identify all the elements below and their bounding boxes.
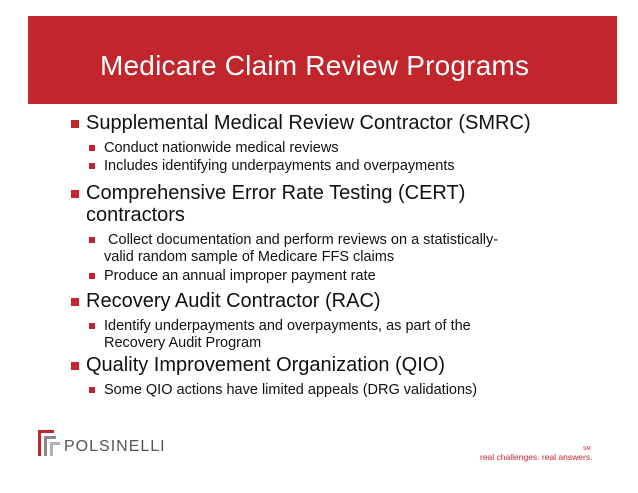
sub-bullet-text: Some QIO actions have limited appeals (DRG validations) — [104, 382, 478, 398]
square-bullet-icon — [89, 237, 95, 243]
sub-bullet-item — [104, 318, 574, 352]
sub-bullet-text-line2: Recovery Audit Program — [104, 335, 262, 351]
bullet-item-cert — [86, 182, 606, 226]
square-bullet-icon — [89, 163, 95, 169]
sub-bullet-text: Produce an annual improper payment rate — [104, 268, 376, 284]
square-bullet-icon — [71, 190, 79, 198]
footer-tagline: real challenges. real answers. — [480, 452, 593, 462]
square-bullet-icon — [89, 387, 95, 393]
bullet-item-rac — [86, 290, 606, 312]
square-bullet-icon — [71, 298, 79, 306]
bullet-item-smrc — [86, 112, 606, 134]
sub-bullet-text: Includes identifying underpayments and overpayments — [104, 158, 455, 174]
sub-bullet-text-line1: Identify underpayments and overpayments, as part of the — [104, 318, 471, 334]
sub-bullet-item — [104, 232, 574, 266]
logo-wordmark: POLSINELLI — [64, 438, 166, 455]
square-bullet-icon — [89, 273, 95, 279]
bullet-text: Supplemental Medical Review Contractor (SMRC) — [86, 112, 531, 134]
sub-bullet-text: Conduct nationwide medical reviews — [104, 140, 339, 156]
polsinelli-logo-mark-icon — [38, 430, 60, 456]
bullet-text: Recovery Audit Contractor (RAC) — [86, 290, 381, 312]
sub-bullet-item — [104, 268, 574, 285]
sub-bullet-text-line1: Collect documentation and perform reviews on a statistically- — [104, 232, 499, 248]
sub-bullet-text-line2: valid random sample of Medicare FFS claims — [104, 249, 395, 265]
square-bullet-icon — [89, 145, 95, 151]
square-bullet-icon — [71, 362, 79, 370]
slide-title: Medicare Claim Review Programs — [100, 50, 530, 81]
service-mark: SM — [583, 446, 591, 452]
sub-bullet-item — [104, 382, 574, 399]
square-bullet-icon — [71, 120, 79, 128]
bullet-text-line2: contractors — [86, 204, 185, 226]
bullet-text: Quality Improvement Organization (QIO) — [86, 354, 446, 376]
bullet-item-qio — [86, 354, 606, 376]
bullet-text-line1: Comprehensive Error Rate Testing (CERT) — [86, 182, 466, 204]
sub-bullet-item — [104, 158, 574, 175]
sub-bullet-item — [104, 140, 574, 157]
square-bullet-icon — [89, 323, 95, 329]
